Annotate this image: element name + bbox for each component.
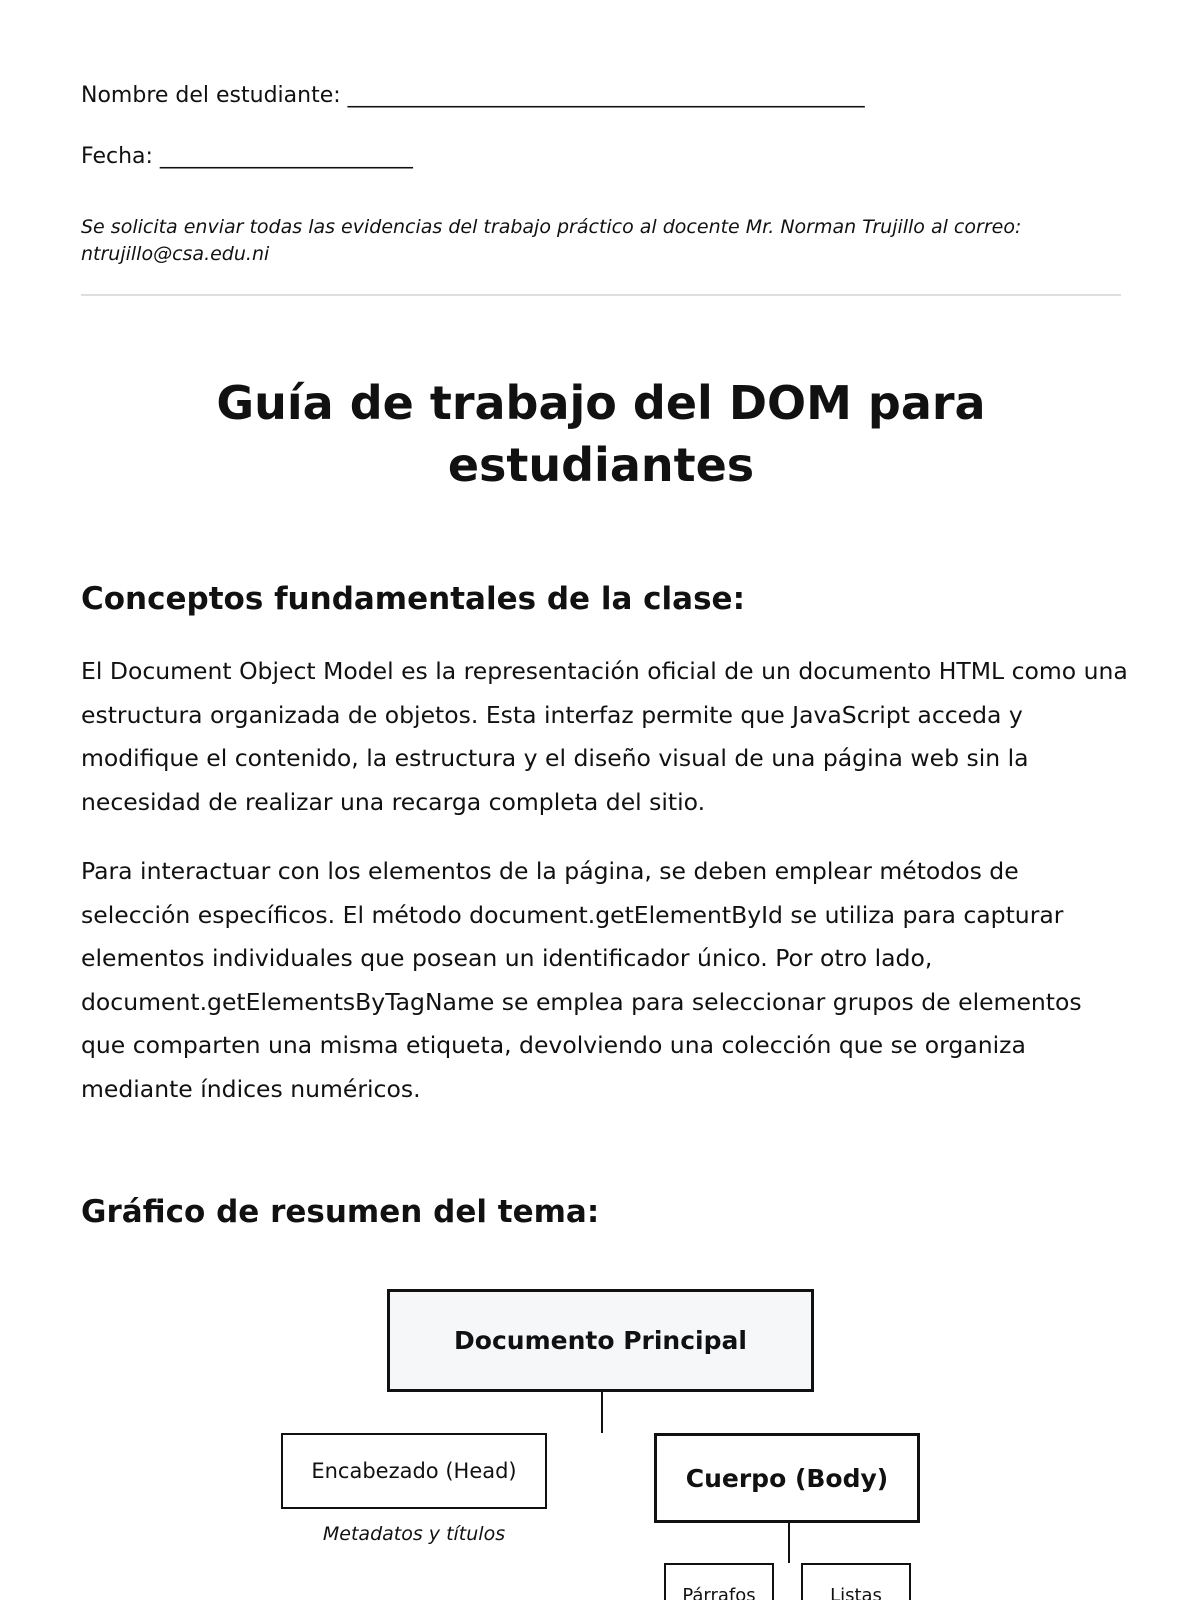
- date-field: [81, 143, 413, 171]
- header-divider: [81, 294, 1121, 296]
- diagram-head-caption: Metadatos y títulos: [322, 1523, 506, 1545]
- graphic-heading: Gráfico de resumen del tema:: [81, 1194, 600, 1230]
- date-label: Fecha:: [81, 144, 160, 169]
- diagram-body-connector: [788, 1523, 790, 1563]
- diagram-paragraphs-box: [664, 1563, 774, 1600]
- diagram-body-label: Cuerpo (Body): [685, 1463, 889, 1493]
- diagram-root-box: [387, 1289, 814, 1392]
- submission-note: Se solicita enviar todas las evidencias del trabajo práctico al docente Mr. Norman Trujillo al correo: ntrujillo@csa.edu.ni: [81, 216, 1022, 265]
- concepts-paragraph-2: Para interactuar con los elementos de la página, se deben emplear métodos de selección específicos. El método document.getElementById se utiliza para capturar elementos individuales que posean un identificador único. Por otro lado, document.getElementsByTagName se emplea para seleccionar grupos de elementos que comparten una misma etiqueta, devolviendo una colección que se organiza mediante índices numéricos.: [81, 857, 1082, 1103]
- diagram-paragraphs-label: Párrafos: [682, 1585, 756, 1600]
- page-title: Guía de trabajo del DOM para estudiantes: [216, 376, 986, 492]
- date-blank: _______________________: [159, 144, 413, 169]
- diagram-head-label: Encabezado (Head): [311, 1459, 517, 1483]
- concepts-heading: Conceptos fundamentales de la clase:: [81, 581, 745, 617]
- student-name-blank: _______________________________________________: [347, 83, 865, 108]
- diagram-body-box: [654, 1433, 920, 1523]
- student-name-field: [81, 82, 865, 110]
- diagram-head-box: [281, 1433, 547, 1509]
- diagram-lists-label: Listas: [830, 1585, 882, 1600]
- diagram-root-label: Documento Principal: [454, 1326, 747, 1355]
- diagram-lists-box: [801, 1563, 911, 1600]
- concepts-paragraph-1: El Document Object Model es la representación oficial de un documento HTML como una estructura organizada de objetos. Esta interfaz permite que JavaScript acceda y modifique el contenido, la estructura y el diseño visual de una página web sin la necesidad de realizar una recarga completa del sitio.: [81, 657, 1128, 816]
- diagram-root-connector: [601, 1392, 603, 1433]
- student-name-label: Nombre del estudiante:: [81, 83, 348, 108]
